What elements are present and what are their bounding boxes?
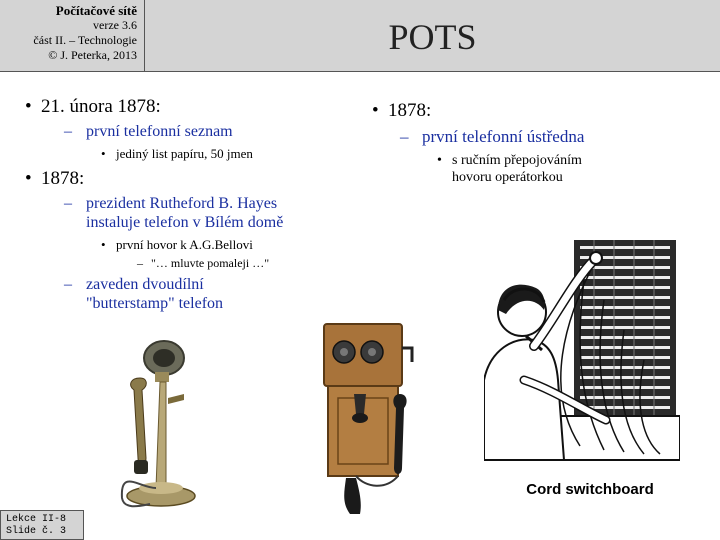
sub-bullet-hayes-line2: instaluje telefon v Bílém domě — [86, 214, 284, 231]
sub-bullet-hayes-line1: – prezident Rutheford B. Hayes — [86, 195, 278, 212]
bullet-1878: • 1878: — [0, 168, 360, 190]
bullet-1878-feb: • 21. února 1878: — [0, 96, 360, 118]
switchboard-caption: Cord switchboard — [526, 481, 654, 498]
slide-number: Slide č. 3 — [6, 526, 67, 537]
detail-manual-switching-line1: • s ručním přepojováním — [452, 153, 582, 168]
sub-bullet-phone-directory: – první telefonní seznam — [0, 122, 360, 141]
detail-manual-switching-line2: hovoru operátorkou — [452, 170, 563, 185]
sub-bullet-hayes — [0, 194, 360, 232]
course-part: část II. – Technologie — [33, 33, 137, 47]
candlestick-telephone-image — [100, 338, 210, 510]
sub-bullet-butterstamp-line2: "butterstamp" telefon — [86, 295, 224, 312]
detail-quote: – "… mluvte pomaleji …" — [0, 255, 360, 271]
slide-number-box — [0, 510, 84, 540]
course-copyright: © J. Peterka, 2013 — [48, 48, 137, 62]
cord-switchboard-image — [484, 240, 680, 476]
lesson-number: Lekce II-8 — [6, 514, 67, 525]
sub-bullet-butterstamp — [0, 275, 360, 313]
left-column — [0, 96, 360, 313]
detail-first-call: • první hovor k A.G.Bellovi — [0, 236, 360, 253]
right-column — [360, 100, 710, 186]
detail-manual-switching — [360, 152, 710, 186]
course-version: verze 3.6 — [93, 18, 137, 32]
bullet-1878-exchange: • 1878: — [360, 100, 710, 122]
detail-one-sheet: • jediný list papíru, 50 jmen — [0, 145, 360, 162]
sub-bullet-butterstamp-line1: – zaveden dvoudílní — [86, 276, 204, 293]
title-band — [145, 0, 720, 72]
slide-title: POTS — [388, 17, 477, 57]
sub-bullet-first-exchange: – první telefonní ústředna — [360, 127, 710, 146]
wall-telephone-image — [316, 318, 416, 520]
course-info-box — [0, 0, 145, 72]
course-name: Počítačové sítě — [55, 3, 137, 18]
